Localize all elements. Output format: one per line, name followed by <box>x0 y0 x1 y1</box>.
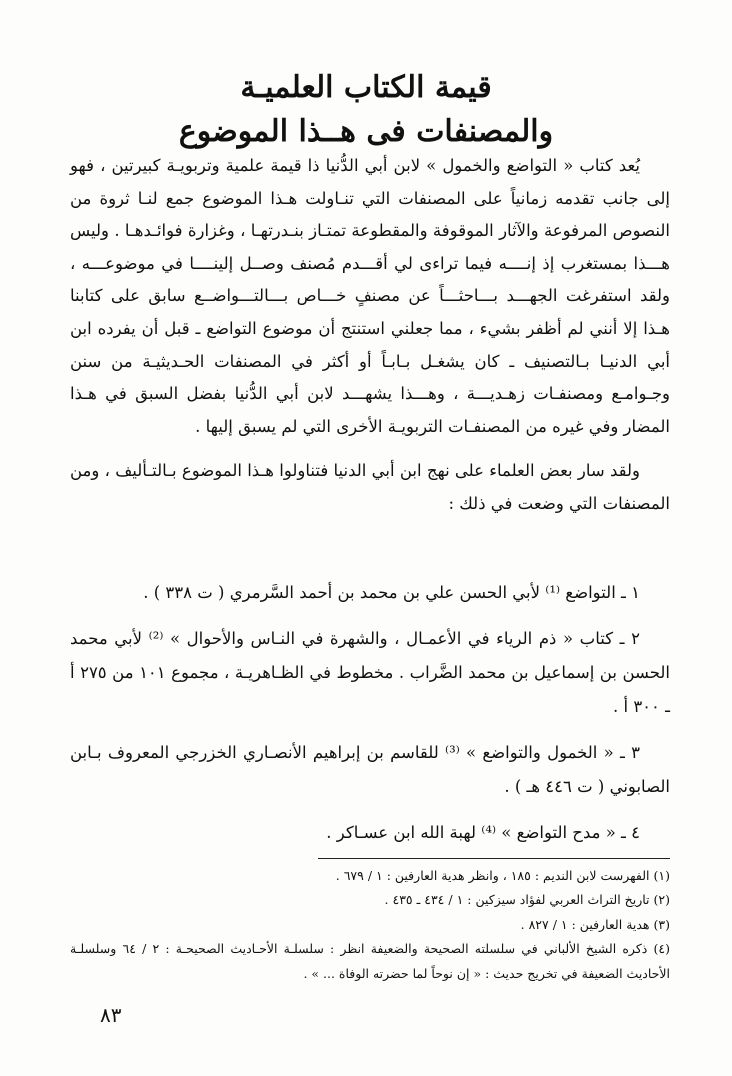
footnotes <box>70 864 670 986</box>
body-text <box>70 150 670 533</box>
footnote-1: (١) الفهرست لابن النديم : ١٨٥ ، وانظر هدية العارفين : ١ / ٦٧٩ . <box>335 868 670 883</box>
footnote-separator <box>318 858 670 859</box>
footnote-3: (٣) هدية العارفين : ١ / ٨٢٧ . <box>520 916 670 932</box>
list-item: ٣ ـ « الخمول والتواضع » ⁽³⁾ للقاسم بن إبراهيم الأنصـاري الخزرجي المعروف بـابن الصابوني ( ت ٤٤٦ هـ ) . <box>70 743 670 796</box>
list-item: ٢ ـ كتاب « ذم الرياء في الأعمـال ، والشهرة في النـاس والأحوال » ⁽²⁾ لأبي محمد الحسن بن إسماعيل بن محمد الضَّراب . مخطوط في الظـاهريـة ، مجموع ١٠١ من ٢٧٥ أ ـ ٣٠٠ أ . <box>70 629 670 716</box>
works-list <box>70 576 670 862</box>
paragraph-1: يُعد كتاب « التواضع والخمول » لابن أبي الدُّنيا ذا قيمة علمية وتربويـة كبيرتين ، فهو إلى جانب تقدمه زمانياً على المصنفات التي تنـاولت هـذا الموضوع جمع لنـا ثروة من النصوص المرفوعة والآثار الموقوفة والمقطوعة تمتـاز بنـدرتهـا ، وغزارة فوائـدهـا . وليس هـــذا بمستغرب إذ إنــــه فيما تراءى لي أقـــدم مُصنف وصــل إلينــــا في موضوعـــه ، ولقد استفرغت الجهـــد بـــاحثـــاً عن مصنفٍ خـــاص بـــالتـــواضــع سابق على كتابنا هـذا إلا أنني لم أظفر بشيء ، مما جعلني استنتج أن موضوع التواضع ـ قبل أن يفرده ابن أبي الدنيـا بـالتصنيف ـ كان يشغـل بـابـاً أو أكثر في المصنفات الحـديثيـة من سنن وجـوامـع ومصنفـات زهـديـــة ، وهـــذا يشهـــد لابن أبي الدُّنيا بفضل السبق في هـذا المضار وفي غيره من المصنفـات التربويـة الأخرى التي لم يسبق إليها . <box>70 156 670 436</box>
footnote-2: (٢) تاريخ التراث العربي لفؤاد سيزكين : ١ / ٤٣٤ ـ ٤٣٥ . <box>384 892 670 908</box>
footnote-4: (٤) ذكره الشيخ الألباني في سلسلته الصحيحة والضعيفة انظر : سلسلـة الأحـاديث الصحيحـة : ٢ / ٦٤ وسلسلـة الأحاديث الضعيفة في تخريج حديث : « إن نوحاً لما حضرته الوفاة ... » . <box>70 941 670 981</box>
list-item: ١ ـ التواضع ⁽¹⁾ لأبي الحسن علي بن محمد بن أحمد السَّرمري ( ت ٣٣٨ ) . <box>143 583 640 602</box>
list-item: ٤ ـ « مدح التواضع » ⁽⁴⁾ لهبة الله ابن عسـاكر . <box>326 823 640 842</box>
title-line-2: والمصنفات فى هــذا الموضوع <box>178 114 554 149</box>
section-title <box>90 66 642 154</box>
page-number: ٨٣ <box>100 1003 122 1027</box>
title-line-1: قيمة الكتاب العلميـة <box>240 70 492 105</box>
paragraph-2: ولقد سار بعض العلماء على نهج ابن أبي الدنيا فتناولوا هـذا الموضوع بـالتـأليف ، ومن المصنفات التي وضعت في ذلك : <box>70 461 670 513</box>
